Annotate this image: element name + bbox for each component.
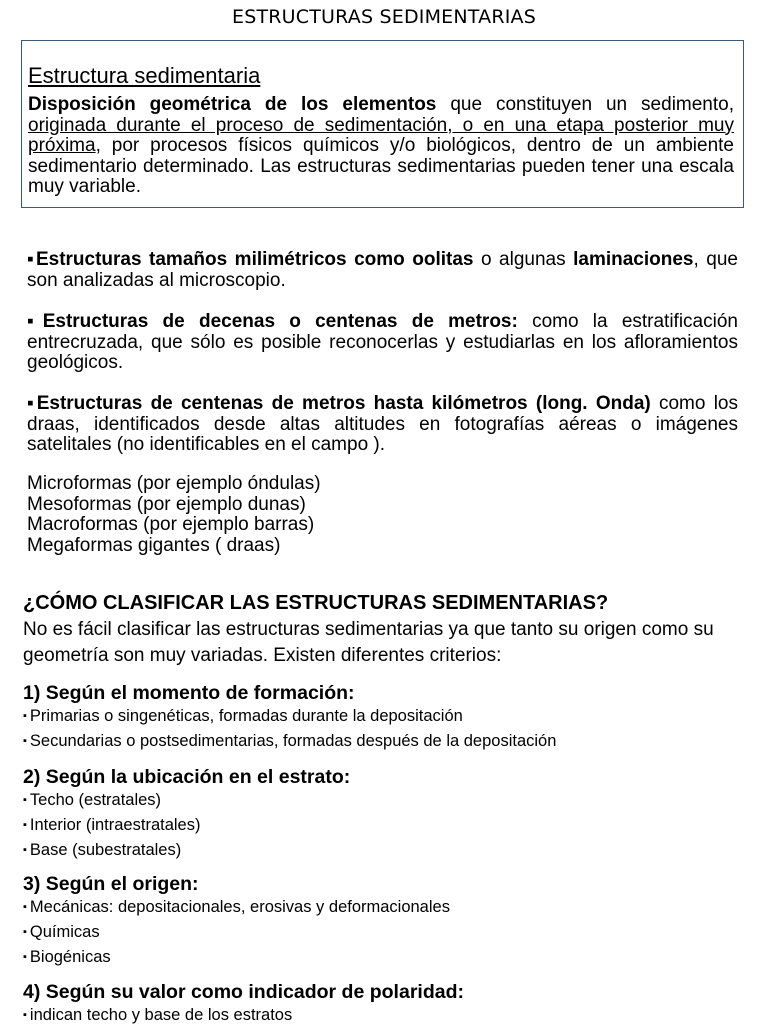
scale-kilometric	[27, 394, 738, 456]
criterion-item: ▪ Secundarias o postsedimentarias, formadas después de la depositación	[23, 732, 557, 750]
criterion-title: 1) Según el momento de formación:	[23, 682, 355, 704]
scale-mm-bold: Estructuras tamaños milimétricos como oolitas	[35, 249, 474, 270]
bedform-item: Megaformas gigantes ( draas)	[27, 534, 281, 556]
classification-intro: No es fácil clasificar las estructuras sedimentarias ya que tanto su origen como su geometría son muy variadas. Existen diferentes criterios:	[23, 619, 714, 666]
scale-millimetric	[27, 250, 738, 291]
criterion-title: 2) Según la ubicación en el estrato:	[23, 766, 351, 788]
bullet-icon: ▪	[23, 710, 27, 722]
criterion-item: ▪ Techo (estratales)	[23, 791, 162, 809]
bullet-icon: ▪	[23, 735, 27, 747]
bullet-icon: ▪	[23, 819, 27, 831]
criterion-item: ▪ Interior (intraestratales)	[23, 816, 201, 834]
bedform-item: Mesoformas (por ejemplo dunas)	[27, 493, 306, 515]
criterion-title: 4) Según su valor como indicador de polaridad:	[23, 981, 464, 1003]
bullet-icon: ▪	[23, 1009, 27, 1021]
criterion-4	[23, 980, 464, 1029]
criterion-item: ▪ Base (subestratales)	[23, 841, 182, 859]
page-title: ESTRUCTURAS SEDIMENTARIAS	[232, 6, 536, 28]
scale-mm-text-1: o algunas	[473, 249, 574, 270]
scale-dm-text: como la estratificación entrecruzada, que sólo es posible reconocerlas y estudiarlas en los afloramientos geológicos.	[27, 311, 738, 373]
bedform-item: Microformas (por ejemplo óndulas)	[27, 473, 321, 494]
bullet-icon: ▪	[23, 794, 27, 806]
bullet-icon: ▪	[23, 926, 27, 938]
scale-km-bold: Estructuras de centenas de metros hasta kilómetros (long. Onda)	[36, 393, 651, 414]
criterion-3	[23, 872, 450, 971]
bullet: ▪	[27, 311, 43, 332]
bullet: ▪	[27, 249, 36, 270]
scale-mm-text-2: , que son analizadas al microscopio.	[27, 249, 738, 291]
definition-box	[21, 40, 744, 208]
bullet-icon: ▪	[23, 844, 27, 856]
scale-km-text: como los draas, identificados desde altas altitudes en fotografías aéreas o imágenes satelitales (no identificables en el campo ).	[27, 393, 738, 455]
bullet-icon: ▪	[23, 901, 27, 913]
criterion-item: ▪ Químicas	[23, 923, 100, 941]
criterion-item: ▪ Mecánicas: depositacionales, erosivas y deformacionales	[23, 898, 450, 916]
bedform-list	[27, 474, 321, 556]
definition-text-2: , por procesos físicos químicos y/o biológicos, dentro de un ambiente sedimentario determinado. Las estructuras sedimentarias pueden tener una escala muy variable.	[28, 135, 734, 197]
classification-title: ¿CÓMO CLASIFICAR LAS ESTRUCTURAS SEDIMENTARIAS?	[23, 592, 609, 614]
bullet: ▪	[27, 393, 37, 414]
definition-underlined: originada durante el proceso de sedimentación, o en una etapa posterior muy próxima	[28, 114, 734, 156]
bedform-item: Macroformas (por ejemplo barras)	[27, 514, 315, 535]
scale-decametric	[27, 312, 738, 374]
definition-lead: Disposición geométrica de los elementos	[28, 94, 437, 115]
criterion-2	[23, 765, 350, 864]
definition-text-1: que constituyen un sedimento,	[436, 94, 734, 115]
scale-mm-bold-2: laminaciones	[573, 249, 694, 270]
bullet-icon: ▪	[23, 951, 27, 963]
criterion-title: 3) Según el origen:	[23, 873, 199, 895]
criterion-item: ▪ Biogénicas	[23, 948, 111, 966]
criterion-item: ▪ indican techo y base de los estratos	[23, 1006, 293, 1024]
scale-dm-bold: Estructuras de decenas o centenas de metros:	[42, 311, 518, 332]
definition-heading: Estructura sedimentaria	[28, 63, 261, 88]
definition-text	[28, 95, 734, 198]
criterion-item: ▪ Primarias o singenéticas, formadas durante la depositación	[23, 707, 463, 725]
criterion-1	[23, 681, 556, 755]
